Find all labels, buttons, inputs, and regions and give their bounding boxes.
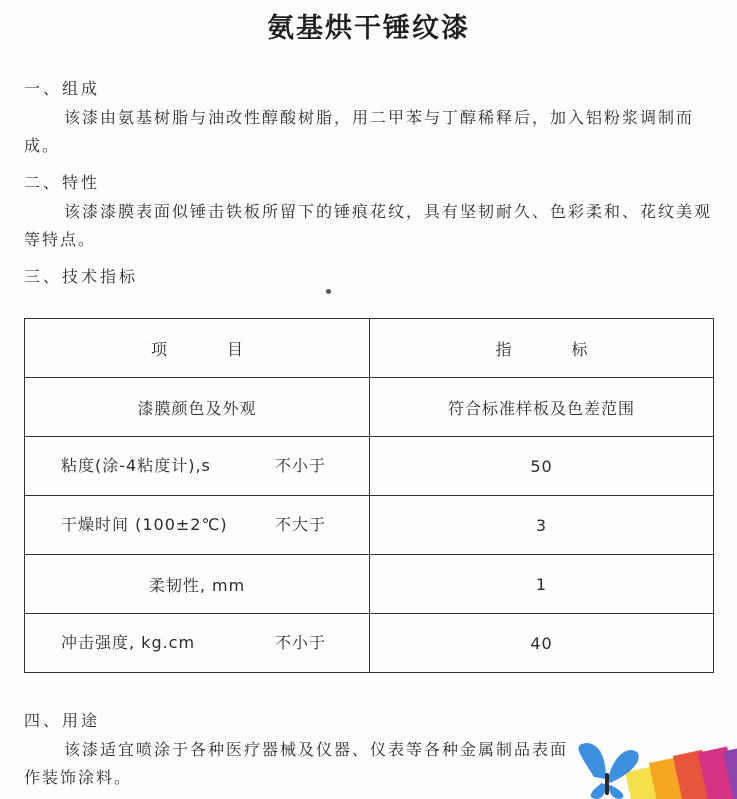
row-item: 柔韧性, mm — [148, 575, 246, 595]
table-header-row — [25, 319, 714, 378]
row-value-cell — [370, 378, 714, 437]
header-index-cell — [370, 319, 714, 378]
row-qualifier: 不大于 — [275, 515, 327, 534]
row-qualifier: 不小于 — [275, 633, 327, 652]
row-value: 40 — [530, 633, 553, 653]
row-item-cell — [25, 614, 370, 673]
row-value-cell — [370, 614, 714, 673]
row-item: 干燥时间 (100±2℃) — [61, 515, 228, 534]
butterfly-icon — [572, 739, 737, 799]
section-heading-properties: 二、特性 — [24, 173, 101, 192]
section-heading-usage: 四、用途 — [24, 711, 101, 730]
row-value: 3 — [535, 515, 548, 535]
row-item-cell — [25, 437, 370, 496]
header-index: 指标 — [495, 339, 648, 359]
properties-text: 该漆漆膜表面似锤击铁板所留下的锤痕花纹，具有坚韧耐久、色彩柔和、花纹美观等特点。 — [24, 202, 713, 249]
row-item: 漆膜颜色及外观 — [137, 398, 257, 418]
composition-text: 该漆由氨基树脂与油改性醇酸树脂，用二甲苯与丁醇稀释后，加入铝粉浆调制而成。 — [24, 108, 695, 155]
header-item-cell — [25, 319, 370, 378]
table-row — [25, 496, 714, 555]
row-item: 粘度(涂-4粘度计),s — [61, 456, 211, 475]
row-item-cell — [25, 378, 370, 437]
table-row — [25, 378, 714, 437]
row-item-cell — [25, 555, 370, 614]
row-item: 冲击强度, kg.cm — [61, 633, 196, 652]
table-row — [25, 555, 714, 614]
spec-table — [24, 318, 714, 673]
butterfly-swatch-decoration — [572, 739, 737, 799]
table-row — [25, 437, 714, 496]
scan-speck — [326, 289, 331, 294]
section-heading-technical: 三、技术指标 — [24, 267, 139, 286]
header-item: 项目 — [150, 339, 303, 359]
row-qualifier: 不小于 — [275, 456, 327, 475]
row-value-cell — [370, 555, 714, 614]
document-title: 氨基烘干锤纹漆 — [267, 13, 470, 44]
row-item-cell — [25, 496, 370, 555]
usage-text: 该漆适宜喷涂于各种医疗器械及仪器、仪表等各种金属制品表面作装饰涂料。 — [24, 740, 569, 787]
row-value: 1 — [535, 574, 548, 594]
row-value-cell — [370, 496, 714, 555]
row-value-cell — [370, 437, 714, 496]
table-row — [25, 614, 714, 673]
row-value: 符合标准样板及色差范围 — [447, 398, 635, 418]
row-value: 50 — [530, 456, 553, 476]
section-heading-composition: 一、组成 — [24, 79, 101, 98]
